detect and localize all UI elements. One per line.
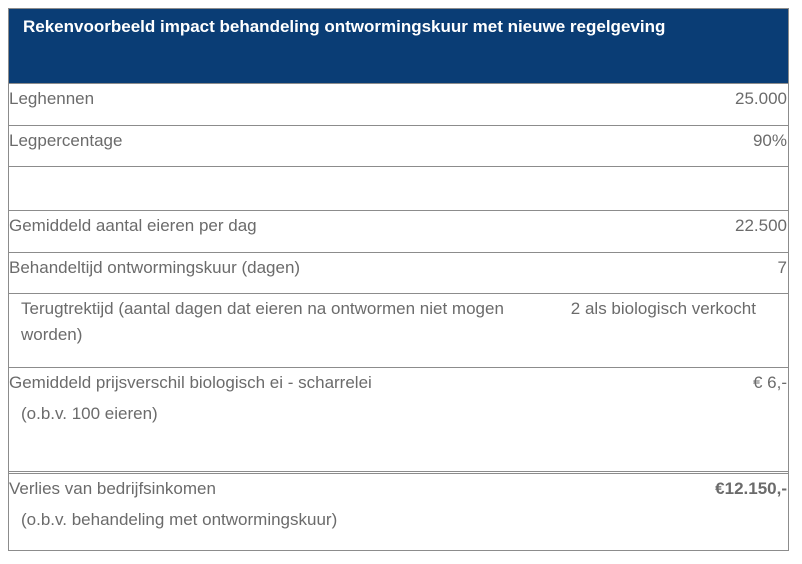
table-row-verlies	[9, 471, 788, 550]
table-title: Rekenvoorbeeld impact behandeling ontwormingskuur met nieuwe regelgeving	[23, 17, 666, 36]
row-value: 22.500	[735, 216, 787, 235]
row-label: Verlies van bedrijfsinkomen	[9, 479, 216, 498]
table-row-terugtrektijd	[9, 293, 788, 367]
table-row-legpercentage	[9, 125, 788, 166]
row-value: 90%	[752, 131, 787, 150]
row-label: Terugtrektijd (aantal dagen dat eieren na ontwormen niet mogen worden)	[21, 299, 504, 344]
row-value: € 6,-	[752, 373, 787, 392]
row-label: Legpercentage	[9, 131, 123, 150]
table-row-prijsverschil	[9, 367, 788, 471]
row-value: 25.000	[735, 89, 787, 108]
row-value: 2 als biologisch verkocht	[570, 299, 756, 318]
row-label: Leghennen	[9, 89, 95, 108]
table-header	[9, 9, 788, 83]
row-value-total: €12.150,-	[715, 479, 787, 498]
row-sublabel: (o.b.v. behandeling met ontwormingskuur)	[21, 510, 338, 529]
row-sublabel: (o.b.v. 100 eieren)	[21, 404, 158, 423]
table-row-leghennen	[9, 83, 788, 125]
row-label: Gemiddeld prijsverschil biologisch ei - scharrelei	[9, 373, 372, 392]
row-label: Behandeltijd ontwormingskuur (dagen)	[9, 258, 301, 277]
row-value: 7	[777, 258, 787, 277]
table-row-behandeltijd	[9, 252, 788, 293]
table-row-eieren-per-dag	[9, 210, 788, 252]
row-label: Gemiddeld aantal eieren per dag	[9, 216, 257, 235]
calculation-table	[8, 8, 789, 551]
table-row-empty	[9, 166, 788, 210]
